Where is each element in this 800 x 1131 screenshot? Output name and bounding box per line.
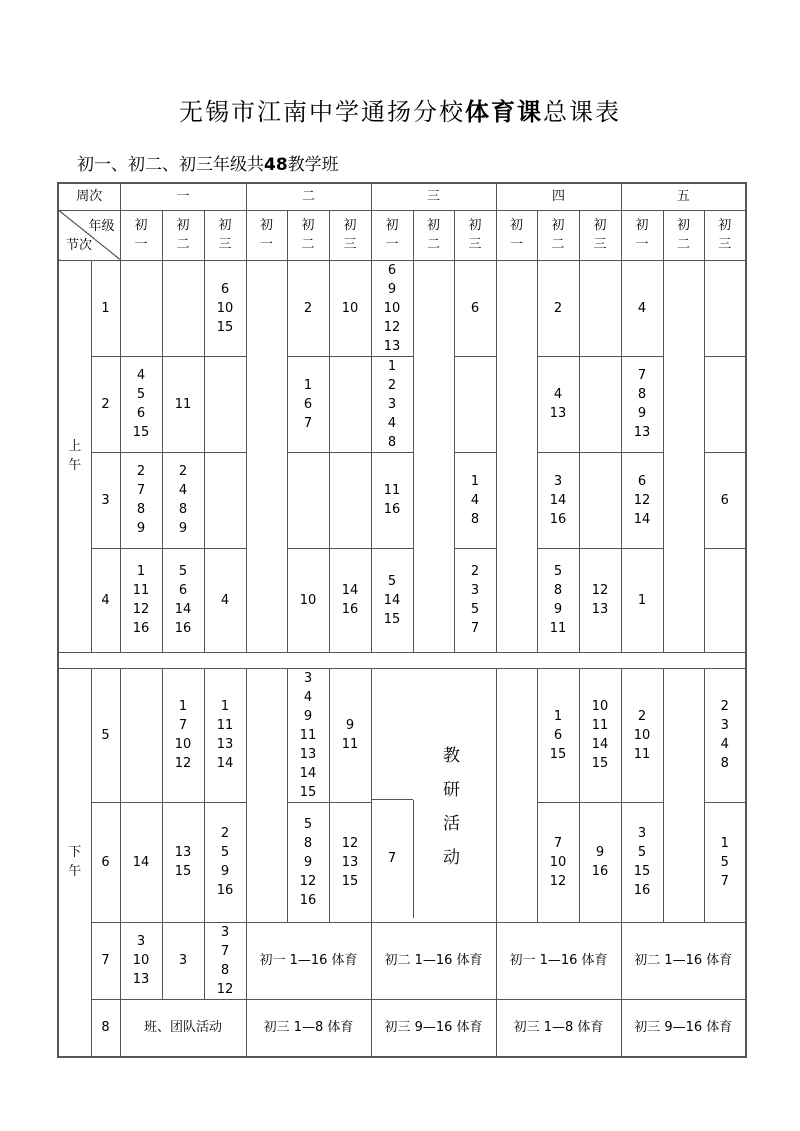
- grade-header: 初 一: [371, 210, 413, 260]
- afternoon-label: 下 午: [58, 668, 91, 1057]
- subtitle: 初一、初二、初三年级共48教学班: [77, 155, 339, 175]
- schedule-cell: [246, 668, 287, 922]
- schedule-cell: 2 3 4 8: [704, 668, 746, 802]
- schedule-cell: 11 16: [371, 452, 413, 548]
- schedule-cell: 14 16: [329, 548, 371, 652]
- period-row-8: [58, 999, 746, 1057]
- schedule-cell: 2 10 11: [621, 668, 663, 802]
- schedule-cell: 5 8 9 12 16: [287, 802, 329, 922]
- schedule-cell-wide: 初三 9—16 体育: [621, 999, 746, 1057]
- schedule-cell: 3 7 8 12: [204, 922, 246, 999]
- schedule-cell: [579, 452, 621, 548]
- schedule-cell: 4: [204, 548, 246, 652]
- schedule-cell: [579, 260, 621, 356]
- period-number: 1: [91, 260, 120, 356]
- schedule-cell: 1 4 8: [454, 452, 496, 548]
- nianji-label: 年级: [88, 218, 115, 234]
- morning-label: 上 午: [58, 260, 91, 652]
- schedule-cell: 1 5 7: [704, 802, 746, 922]
- period-row-5: [58, 668, 746, 802]
- schedule-cell-wide: 初三 1—8 体育: [496, 999, 621, 1057]
- teaching-research-cell: [371, 668, 496, 922]
- schedule-cell-wide: 初一 1—16 体育: [246, 922, 371, 999]
- schedule-cell: [663, 668, 704, 922]
- diagonal-header: [58, 210, 120, 260]
- noon-spacer-row: [58, 652, 746, 668]
- schedule-cell: 6: [704, 452, 746, 548]
- teaching-research-label: 教 研 活 动: [443, 745, 461, 868]
- schedule-cell: [454, 356, 496, 452]
- schedule-cell-wide: 初三 1—8 体育: [246, 999, 371, 1057]
- schedule-cell: 4: [621, 260, 663, 356]
- schedule-cell: 10: [329, 260, 371, 356]
- day-5: 五: [621, 183, 746, 210]
- schedule-cell: 4 5 6 15: [120, 356, 162, 452]
- schedule-cell: [204, 452, 246, 548]
- schedule-cell: 3 5 15 16: [621, 802, 663, 922]
- day-3: 三: [371, 183, 496, 210]
- schedule-cell: 2 5 9 16: [204, 802, 246, 922]
- page-title: 无锡市江南中学通扬分校体育课总课表: [179, 98, 621, 126]
- schedule-cell: [496, 668, 537, 922]
- schedule-cell: 6: [454, 260, 496, 356]
- schedule-cell: 5 14 15: [371, 548, 413, 652]
- schedule-cell: 3 10 13: [120, 922, 162, 999]
- header-row-days: [58, 183, 746, 210]
- header-row-grades: [58, 210, 746, 260]
- period-number: 5: [91, 668, 120, 802]
- grade-header: 初 三: [204, 210, 246, 260]
- day-1: 一: [120, 183, 246, 210]
- schedule-cell: [246, 260, 287, 652]
- schedule-cell: 3 4 9 11 13 14 15: [287, 668, 329, 802]
- schedule-cell: [162, 260, 204, 356]
- schedule-cell: 2 3 5 7: [454, 548, 496, 652]
- schedule-cell: 9 11: [329, 668, 371, 802]
- schedule-cell: 12 13: [579, 548, 621, 652]
- grade-header: 初 一: [120, 210, 162, 260]
- schedule-cell: 13 15: [162, 802, 204, 922]
- zhouci-label: 周次: [58, 183, 120, 210]
- schedule-cell: 6 12 14: [621, 452, 663, 548]
- schedule-cell: [204, 356, 246, 452]
- day-4: 四: [496, 183, 621, 210]
- period-number: 2: [91, 356, 120, 452]
- schedule-cell: [579, 356, 621, 452]
- grade-header: 初 二: [537, 210, 579, 260]
- schedule-cell: [287, 452, 329, 548]
- schedule-cell: 2 7 8 9: [120, 452, 162, 548]
- schedule-cell: 3 14 16: [537, 452, 579, 548]
- schedule-cell: 2: [537, 260, 579, 356]
- schedule-cell: [704, 548, 746, 652]
- schedule-cell: 4 13: [537, 356, 579, 452]
- schedule-cell: 7 10 12: [537, 802, 579, 922]
- schedule-cell: [496, 260, 537, 652]
- period-row-1: [58, 260, 746, 356]
- schedule-table: [57, 182, 747, 1058]
- schedule-cell: [329, 356, 371, 452]
- schedule-cell: [704, 356, 746, 452]
- grade-header: 初 三: [454, 210, 496, 260]
- schedule-cell: 10 11 14 15: [579, 668, 621, 802]
- grade-header: 初 三: [579, 210, 621, 260]
- schedule-cell: [704, 260, 746, 356]
- schedule-cell: [120, 260, 162, 356]
- period-row-4: [58, 548, 746, 652]
- grade-header: 初 一: [496, 210, 537, 260]
- period-number: 3: [91, 452, 120, 548]
- schedule-cell: 5 8 9 11: [537, 548, 579, 652]
- schedule-cell: 11: [162, 356, 204, 452]
- schedule-cell-wide: 初二 1—16 体育: [621, 922, 746, 999]
- grade-header: 初 二: [162, 210, 204, 260]
- period-number: 4: [91, 548, 120, 652]
- schedule-cell: 2 4 8 9: [162, 452, 204, 548]
- period-number: 6: [91, 802, 120, 922]
- schedule-cell-wide: 班、团队活动: [120, 999, 246, 1057]
- schedule-cell-wide: 初三 9—16 体育: [371, 999, 496, 1057]
- schedule-cell: 9 16: [579, 802, 621, 922]
- grade-header: 初 二: [413, 210, 454, 260]
- noon-spacer: [58, 652, 746, 668]
- schedule-cell: 7: [372, 800, 414, 918]
- schedule-cell: 1 7 10 12: [162, 668, 204, 802]
- schedule-cell-wide: 初二 1—16 体育: [371, 922, 496, 999]
- period-number: 8: [91, 999, 120, 1057]
- schedule-cell: [663, 260, 704, 652]
- grade-header: 初 二: [287, 210, 329, 260]
- schedule-cell: [120, 668, 162, 802]
- grade-header: 初 一: [246, 210, 287, 260]
- schedule-cell: 12 13 15: [329, 802, 371, 922]
- schedule-cell: [413, 260, 454, 652]
- period-row-3: [58, 452, 746, 548]
- schedule-cell: 14: [120, 802, 162, 922]
- schedule-cell: 2: [287, 260, 329, 356]
- schedule-cell: 6 9 10 12 13: [371, 260, 413, 356]
- schedule-cell: 1 11 13 14: [204, 668, 246, 802]
- schedule-cell: 3: [162, 922, 204, 999]
- schedule-cell-wide: 初一 1—16 体育: [496, 922, 621, 999]
- period-number: 7: [91, 922, 120, 999]
- period-row-2: [58, 356, 746, 452]
- jieci-label: 节次: [66, 237, 93, 253]
- schedule-cell: 5 6 14 16: [162, 548, 204, 652]
- day-2: 二: [246, 183, 371, 210]
- schedule-cell: [329, 452, 371, 548]
- period-row-7: [58, 922, 746, 999]
- schedule-cell: 1 6 7: [287, 356, 329, 452]
- schedule-cell: 6 10 15: [204, 260, 246, 356]
- schedule-cell: 7 8 9 13: [621, 356, 663, 452]
- grade-header: 初 二: [663, 210, 704, 260]
- schedule-cell: 1: [621, 548, 663, 652]
- schedule-cell: 1 2 3 4 8: [371, 356, 413, 452]
- grade-header: 初 三: [704, 210, 746, 260]
- schedule-cell: 1 6 15: [537, 668, 579, 802]
- schedule-cell: 1 11 12 16: [120, 548, 162, 652]
- grade-header: 初 三: [329, 210, 371, 260]
- grade-header: 初 一: [621, 210, 663, 260]
- schedule-cell: 10: [287, 548, 329, 652]
